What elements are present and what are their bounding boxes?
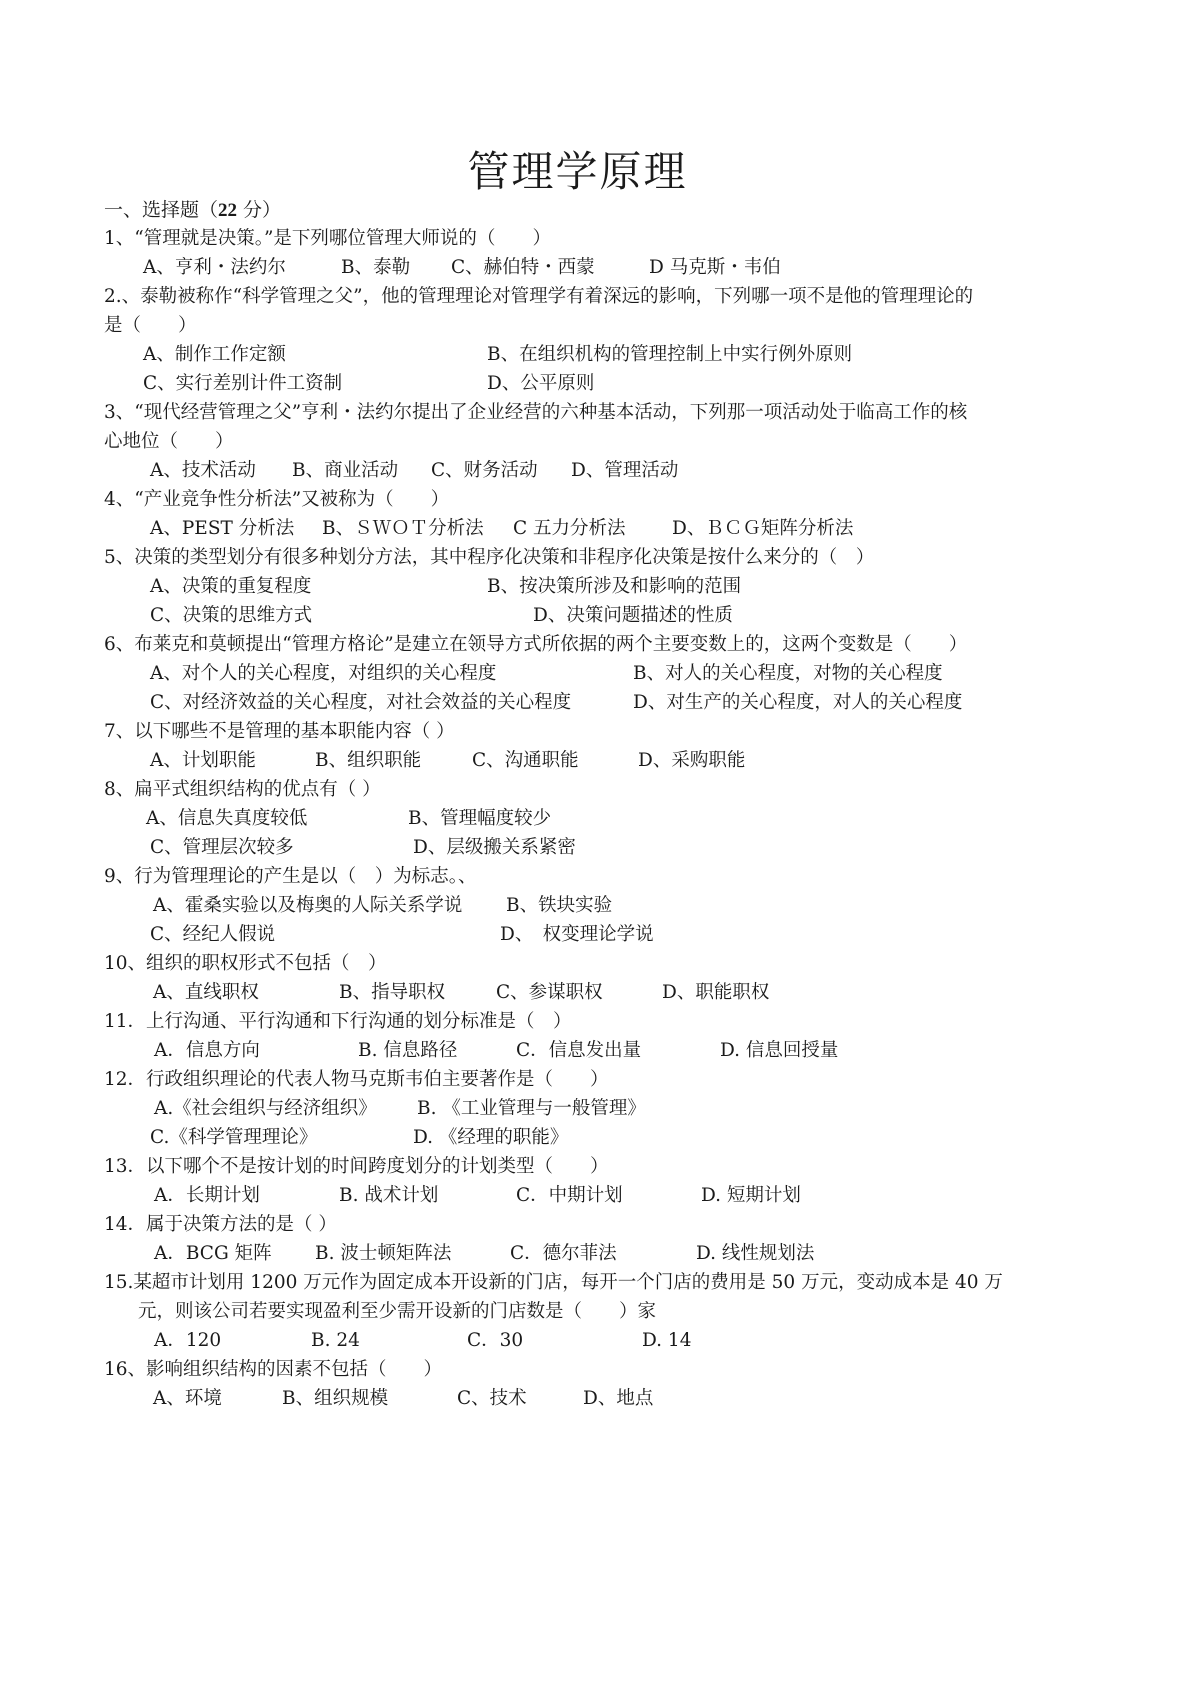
q15-option-c: C．30 — [467, 1330, 524, 1351]
q3-option-a: A、技术活动 — [150, 460, 256, 481]
q16-option-d: D、地点 — [583, 1388, 654, 1409]
question-7-stem: 7、以下哪些不是管理的基本职能内容（ ） — [104, 721, 455, 742]
q13-option-a: A．长期计划 — [154, 1185, 260, 1206]
question-11-stem: 11．上行沟通、平行沟通和下行沟通的划分标准是（ ） — [104, 1011, 572, 1032]
q4-option-b: B、ＳＷＯＴ分析法 — [322, 518, 484, 539]
q14-option-c: C．德尔菲法 — [510, 1243, 617, 1264]
q15-option-d: D. 14 — [642, 1330, 692, 1351]
q12-option-b: B. 《工业管理与一般管理》 — [417, 1098, 646, 1119]
q7-option-a: A、计划职能 — [150, 750, 256, 771]
q15-option-a: A．120 — [154, 1330, 222, 1351]
q10-option-a: A、直线职权 — [153, 982, 259, 1003]
q3-option-b: B、商业活动 — [292, 460, 399, 481]
question-15-stem-cont: 元，则该公司若要实现盈利至少需开设新的门店数是（ ）家 — [138, 1301, 657, 1322]
q10-option-b: B、指导职权 — [339, 982, 446, 1003]
section-heading — [104, 197, 281, 224]
question-10-stem: 10、组织的职权形式不包括（ ） — [104, 953, 387, 974]
q13-option-c: C．中期计划 — [516, 1185, 623, 1206]
q14-option-a: A．BCG 矩阵 — [154, 1243, 272, 1264]
section-points: 22 — [218, 200, 238, 221]
q5-option-a: A、决策的重复程度 — [150, 576, 312, 597]
q7-option-b: B、组织职能 — [315, 750, 422, 771]
q6-option-d: D、对生产的关心程度，对人的关心程度 — [633, 692, 963, 713]
q9-option-b: B、铁块实验 — [506, 895, 613, 916]
q5-option-b: B、按决策所涉及和影响的范围 — [487, 576, 742, 597]
q5-option-c: C、决策的思维方式 — [150, 605, 313, 626]
q8-option-d: D、层级搬关系紧密 — [413, 837, 576, 858]
q13-option-b: B. 战术计划 — [339, 1185, 439, 1206]
q5-option-d: D、决策问题描述的性质 — [533, 605, 733, 626]
q16-option-c: C、技术 — [457, 1388, 527, 1409]
q9-option-d: D、 权变理论学说 — [500, 924, 654, 945]
section-label: 一、选择题（ — [104, 199, 219, 221]
q14-option-b: B. 波士顿矩阵法 — [315, 1243, 452, 1264]
q6-option-a: A、对个人的关心程度，对组织的关心程度 — [150, 663, 497, 684]
q16-option-b: B、组织规模 — [282, 1388, 389, 1409]
q12-option-d: D. 《经理的职能》 — [413, 1127, 569, 1148]
q11-option-c: C．信息发出量 — [516, 1040, 642, 1061]
q16-option-a: A、环境 — [153, 1388, 222, 1409]
q6-option-c: C、对经济效益的关心程度，对社会效益的关心程度 — [150, 692, 572, 713]
q4-option-a: A、PEST 分析法 — [150, 518, 295, 539]
q7-option-c: C、沟通职能 — [472, 750, 579, 771]
page-title: 管理学原理 — [467, 147, 688, 196]
q9-option-a: A、霍桑实验以及梅奥的人际关系学说 — [153, 895, 463, 916]
q13-option-d: D. 短期计划 — [701, 1185, 801, 1206]
q14-option-d: D. 线性规划法 — [696, 1243, 815, 1264]
q3-option-d: D、管理活动 — [571, 460, 679, 481]
question-2-stem: 2.、泰勒被称作“科学管理之父”，他的管理理论对管理学有着深远的影响，下列哪一项不是他的管理理论的 — [104, 286, 974, 307]
q15-option-b: B. 24 — [311, 1330, 360, 1351]
q11-option-d: D. 信息回授量 — [720, 1040, 839, 1061]
question-4-stem: 4、“产业竞争性分析法”又被称为（ ） — [104, 489, 450, 510]
question-3-stem: 3、“现代经营管理之父”亨利・法约尔提出了企业经营的六种基本活动，下列那一项活动处于临高工作的核 — [104, 402, 968, 423]
q6-option-b: B、对人的关心程度，对物的关心程度 — [633, 663, 943, 684]
q4-option-c: C 五力分析法 — [513, 518, 626, 539]
question-5-stem: 5、决策的类型划分有很多种划分方法，其中程序化决策和非程序化决策是按什么来分的（ ） — [104, 547, 875, 568]
q4-option-d: D、ＢＣＧ矩阵分析法 — [672, 518, 854, 539]
question-2-stem-cont: 是（ ） — [104, 315, 197, 336]
question-1-stem: 1、“管理就是决策。”是下列哪位管理大师说的（ ） — [104, 228, 551, 249]
q11-option-b: B. 信息路径 — [358, 1040, 458, 1061]
q2-option-d: D、公平原则 — [487, 373, 595, 394]
q11-option-a: A．信息方向 — [154, 1040, 260, 1061]
q1-option-a: A、亨利・法约尔 — [143, 257, 286, 278]
question-15-stem: 15.某超市计划用 1200 万元作为固定成本开设新的门店，每开一个门店的费用是 50 万元，变动成本是 40 万 — [104, 1272, 1003, 1293]
q1-option-c: C、赫伯特・西蒙 — [451, 257, 595, 278]
q12-option-c: C.《科学管理理论》 — [150, 1127, 318, 1148]
q8-option-c: C、管理层次较多 — [150, 837, 294, 858]
q2-option-a: A、制作工作定额 — [143, 344, 286, 365]
q2-option-b: B、在组织机构的管理控制上中实行例外原则 — [487, 344, 853, 365]
q7-option-d: D、采购职能 — [638, 750, 746, 771]
question-6-stem: 6、布莱克和莫顿提出“管理方格论”是建立在领导方式所依据的两个主要变数上的，这两个变数是（ ） — [104, 634, 968, 655]
q3-option-c: C、财务活动 — [431, 460, 538, 481]
q2-option-c: C、实行差别计件工资制 — [143, 373, 343, 394]
question-12-stem: 12．行政组织理论的代表人物马克斯韦伯主要著作是（ ） — [104, 1069, 609, 1090]
question-3-stem-cont: 心地位（ ） — [104, 431, 234, 452]
question-13-stem: 13．以下哪个不是按计划的时间跨度划分的计划类型（ ） — [104, 1156, 609, 1177]
q10-option-d: D、职能职权 — [662, 982, 770, 1003]
question-9-stem: 9、行为管理理论的产生是以（ ）为标志。、 — [104, 866, 477, 887]
q1-option-d: D 马克斯・韦伯 — [649, 257, 781, 278]
question-14-stem: 14．属于决策方法的是（ ） — [104, 1214, 337, 1235]
section-label-end: 分） — [237, 199, 282, 221]
q1-option-b: B、泰勒 — [341, 257, 411, 278]
q10-option-c: C、参谋职权 — [496, 982, 603, 1003]
question-16-stem: 16、影响组织结构的因素不包括（ ） — [104, 1359, 443, 1380]
q8-option-b: B、管理幅度较少 — [408, 808, 552, 829]
q9-option-c: C、经纪人假说 — [150, 924, 276, 945]
q12-option-a: A.《社会组织与经济组织》 — [154, 1098, 377, 1119]
question-8-stem: 8、扁平式组织结构的优点有（ ） — [104, 779, 381, 800]
q8-option-a: A、信息失真度较低 — [146, 808, 308, 829]
